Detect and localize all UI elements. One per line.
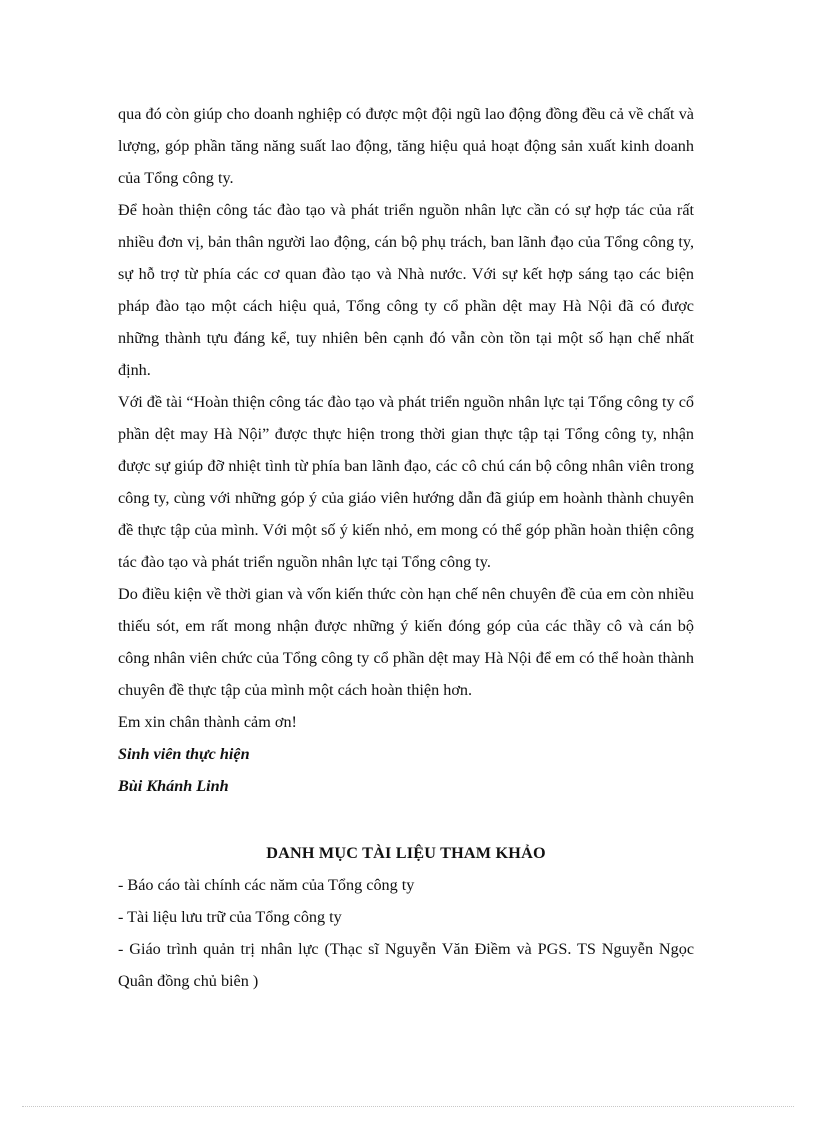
- page-bottom-divider: [22, 1106, 794, 1107]
- signature-name: Bùi Khánh Linh: [118, 777, 229, 795]
- signature-role: Sinh viên thực hiện: [118, 745, 250, 763]
- paragraph-intro-continuation: qua đó còn giúp cho doanh nghiệp có được một đội ngũ lao động đồng đều cả về chất và lượng, góp phần tăng năng suất lao động, tăng hiệu quả hoạt động sản xuất kinh doanh của Tổng công ty.: [118, 105, 694, 187]
- document-page: [118, 98, 694, 997]
- reference-item: - Tài liệu lưu trữ của Tổng công ty: [118, 908, 342, 926]
- paragraph-thanks: Em xin chân thành cảm ơn!: [118, 713, 297, 731]
- reference-item: - Giáo trình quản trị nhân lực (Thạc sĩ Nguyễn Văn Điềm và PGS. TS Nguyễn Ngọc Quân đồng chủ biên ): [118, 940, 694, 990]
- paragraph-improvement: Để hoàn thiện công tác đào tạo và phát triển nguồn nhân lực cần có sự hợp tác của rất nhiều đơn vị, bản thân người lao động, cán bộ phụ trách, ban lãnh đạo của Tổng công ty, sự hỗ trợ từ phía các cơ quan đào tạo và Nhà nước. Với sự kết hợp sáng tạo các biện pháp đào tạo một cách hiệu quả, Tổng công ty cổ phần dệt may Hà Nội đã có được những thành tựu đáng kể, tuy nhiên bên cạnh đó vẫn còn tồn tại một số hạn chế nhất định.: [118, 201, 694, 379]
- paragraph-limitations: Do điều kiện về thời gian và vốn kiến thức còn hạn chế nên chuyên đề của em còn nhiều thiếu sót, em rất mong nhận được những ý kiến đóng góp của các thầy cô và cán bộ công nhân viên chức của Tổng công ty cổ phần dệt may Hà Nội để em có thể hoàn thành chuyên đề thực tập của mình một cách hoàn thiện hơn.: [118, 585, 694, 699]
- reference-item: - Báo cáo tài chính các năm của Tổng công ty: [118, 876, 415, 894]
- references-title: DANH MỤC TÀI LIỆU THAM KHẢO: [266, 844, 546, 862]
- references-list: [118, 869, 694, 997]
- paragraph-topic: Với đề tài “Hoàn thiện công tác đào tạo và phát triển nguồn nhân lực tại Tổng công ty cổ phần dệt may Hà Nội” được thực hiện trong thời gian thực tập tại Tổng công ty, nhận được sự giúp đỡ nhiệt tình từ phía ban lãnh đạo, các cô chú cán bộ công nhân viên trong công ty, cùng với những góp ý của giáo viên hướng dẫn đã giúp em hoành thành chuyên đề thực tập của mình. Với một số ý kiến nhỏ, em mong có thể góp phần hoàn thiện công tác đào tạo và phát triển nguồn nhân lực tại Tổng công ty.: [118, 393, 694, 571]
